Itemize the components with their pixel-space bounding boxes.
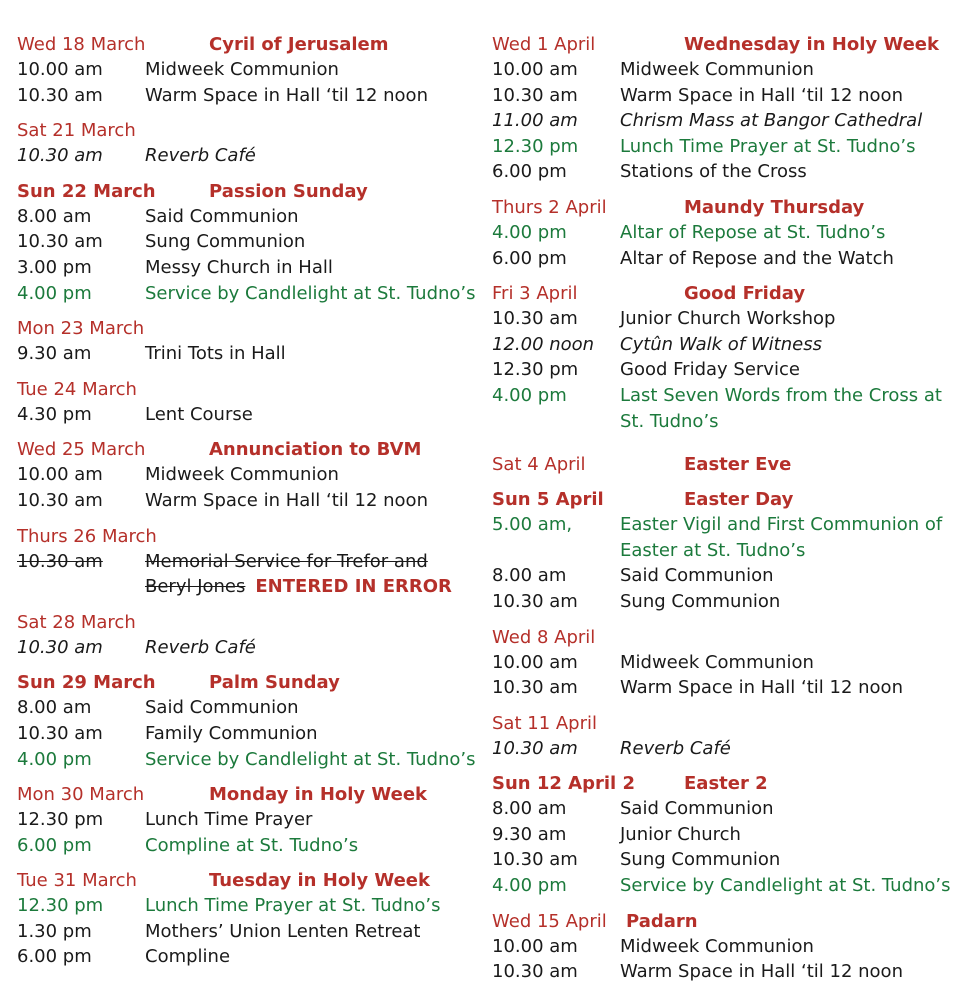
day-heading	[17, 868, 477, 893]
event-time: 10.30 am	[17, 231, 103, 253]
event-time: 10.30 am	[17, 489, 103, 511]
event-description: Warm Space in Hall ‘til 12 noon	[145, 84, 428, 106]
day-wed-25-march	[17, 437, 477, 513]
day-heading	[492, 625, 952, 650]
feast-title: Cyril of Jerusalem	[209, 34, 389, 55]
event-time: 12.00 noon	[492, 333, 595, 355]
event-row	[17, 341, 477, 367]
date-label: Sun 29 March	[17, 672, 156, 694]
feast-title: Tuesday in Holy Week	[209, 870, 430, 892]
day-wed-8-april	[492, 625, 952, 701]
date-label: Sat 4 April	[492, 454, 586, 476]
event-time: 10.00 am	[492, 935, 578, 957]
date-label: Wed 8 April	[492, 626, 596, 648]
event-time: 4.00 pm	[17, 282, 92, 304]
event-row	[492, 512, 952, 563]
event-row	[17, 57, 477, 83]
event-time: 6.00 pm	[17, 946, 92, 968]
event-row	[17, 255, 477, 281]
event-time: 8.00 am	[492, 565, 567, 587]
feast-title: Palm Sunday	[209, 672, 340, 694]
event-time: 6.00 pm	[17, 834, 92, 856]
event-description: Trini Tots in Hall	[145, 343, 286, 365]
date-label: Wed 18 March	[17, 34, 146, 55]
event-time: 4.00 pm	[492, 875, 567, 897]
day-heading	[492, 32, 952, 57]
event-description: Family Communion	[145, 722, 318, 744]
event-row	[17, 635, 477, 661]
day-sat-11-april	[492, 711, 952, 762]
day-heading	[492, 771, 952, 796]
event-description: Last Seven Words from the Cross at St. Tudno’s	[620, 384, 942, 432]
date-label: Mon 23 March	[17, 318, 145, 340]
date-label: Fri 3 April	[492, 283, 578, 305]
event-description: Midweek Communion	[620, 935, 814, 957]
event-row	[492, 563, 952, 589]
event-description: Midweek Communion	[620, 651, 814, 673]
date-label: Sun 5 April	[492, 489, 604, 511]
feast-title: Monday in Holy Week	[209, 784, 428, 806]
day-sun-12-april-2	[492, 771, 952, 898]
event-time: 1.30 pm	[17, 920, 92, 942]
event-row	[492, 934, 952, 960]
event-row	[17, 229, 477, 255]
date-label: Wed 15 April	[492, 910, 607, 932]
feast-title: Good Friday	[684, 283, 806, 305]
event-row	[17, 944, 477, 970]
event-description: Warm Space in Hall ‘til 12 noon	[620, 961, 903, 983]
event-row	[17, 488, 477, 514]
day-wed-18-march	[17, 32, 477, 108]
day-heading	[17, 437, 477, 462]
event-time: 8.00 am	[17, 205, 92, 227]
day-heading	[17, 118, 477, 143]
day-thurs-2-april	[492, 195, 952, 271]
feast-title: Maundy Thursday	[684, 196, 865, 218]
event-description: Said Communion	[620, 798, 774, 820]
feast-title: Passion Sunday	[209, 180, 368, 202]
date-label: Sat 11 April	[492, 712, 598, 734]
event-row	[17, 721, 477, 747]
day-sat-4-april	[492, 452, 952, 477]
event-time: 10.30 am	[17, 722, 103, 744]
day-heading	[492, 909, 952, 934]
event-description: Warm Space in Hall ‘til 12 noon	[145, 489, 428, 511]
event-time: 4.00 pm	[17, 748, 92, 770]
day-heading	[492, 195, 952, 220]
day-heading	[492, 487, 952, 512]
event-time: 12.30 pm	[492, 359, 579, 381]
event-description: Midweek Communion	[145, 59, 339, 80]
event-description: Midweek Communion	[620, 59, 814, 80]
event-time: 6.00 pm	[492, 161, 567, 183]
event-time: 10.30 am	[492, 737, 578, 759]
event-description: Chrism Mass at Bangor Cathedral	[620, 110, 923, 132]
event-description: Lent Course	[145, 403, 253, 425]
date-label: Sat 21 March	[17, 120, 136, 142]
event-description: Lunch Time Prayer	[145, 809, 313, 831]
event-row	[492, 332, 952, 358]
event-row	[17, 83, 477, 109]
date-label: Sat 28 March	[17, 611, 136, 633]
day-tue-31-march	[17, 868, 477, 970]
event-row	[492, 83, 952, 109]
date-label: Sun 12 April 2	[492, 773, 635, 795]
event-description: Sung Communion	[620, 849, 781, 871]
event-row	[17, 807, 477, 833]
event-description: Said Communion	[620, 565, 774, 587]
feast-title: Padarn	[626, 910, 698, 932]
day-sun-29-march	[17, 670, 477, 772]
day-sun-22-march	[17, 179, 477, 306]
event-time: 10.30 am	[492, 961, 578, 983]
event-row	[492, 220, 952, 246]
feast-title: Wednesday in Holy Week	[684, 34, 939, 55]
event-row	[17, 893, 477, 919]
event-row	[17, 833, 477, 859]
event-time: 10.30 am	[17, 145, 103, 167]
event-row	[492, 736, 952, 762]
event-row	[17, 204, 477, 230]
day-mon-23-march	[17, 316, 477, 367]
event-description: Midweek Communion	[145, 464, 339, 486]
day-heading	[17, 377, 477, 402]
day-thurs-26-march	[17, 524, 477, 600]
day-heading	[492, 711, 952, 736]
event-time: 6.00 pm	[492, 247, 567, 269]
event-description: Service by Candlelight at St. Tudno’s	[620, 875, 951, 897]
day-wed-1-april	[492, 32, 952, 185]
event-time: 10.30 am	[492, 308, 578, 330]
event-row	[492, 357, 952, 383]
event-row	[492, 822, 952, 848]
event-time: 10.00 am	[17, 464, 103, 486]
event-time: 9.30 am	[492, 823, 567, 845]
event-description: Junior Church	[620, 823, 741, 845]
event-time: 4.30 pm	[17, 403, 92, 425]
day-sun-5-april	[492, 487, 952, 614]
event-time: 10.30 am	[492, 84, 578, 106]
feast-title: Annunciation to BVM	[209, 439, 422, 461]
event-description: Lunch Time Prayer at St. Tudno’s	[620, 135, 916, 157]
event-description: Altar of Repose and the Watch	[620, 247, 894, 269]
event-time: 5.00 am,	[492, 514, 573, 536]
event-time: 12.30 pm	[17, 809, 104, 831]
right-column	[492, 32, 952, 995]
event-row	[492, 847, 952, 873]
event-time: 10.30 am	[17, 84, 103, 106]
event-time: 8.00 am	[17, 697, 92, 719]
event-description	[145, 549, 477, 600]
event-row	[492, 675, 952, 701]
day-heading	[492, 281, 952, 306]
event-row	[492, 796, 952, 822]
event-time: 10.30 am	[17, 636, 103, 658]
event-description: Compline at St. Tudno’s	[145, 834, 359, 856]
day-tue-24-march	[17, 377, 477, 428]
event-description: Service by Candlelight at St. Tudno’s	[145, 748, 476, 770]
event-description: Good Friday Service	[620, 359, 800, 381]
event-time: 10.30 am	[492, 677, 578, 699]
date-label: Tue 31 March	[17, 870, 137, 892]
event-row	[492, 589, 952, 615]
event-time: 10.30 am	[492, 590, 578, 612]
event-description: Warm Space in Hall ‘til 12 noon	[620, 84, 903, 106]
event-description: Said Communion	[145, 205, 299, 227]
event-row	[17, 143, 477, 169]
event-description: Messy Church in Hall	[145, 256, 333, 278]
event-description: Service by Candlelight at St. Tudno’s	[145, 282, 476, 304]
event-description: Mothers’ Union Lenten Retreat	[145, 920, 421, 942]
event-description: Sung Communion	[620, 590, 781, 612]
event-row	[17, 462, 477, 488]
event-time: 8.00 am	[492, 798, 567, 820]
day-heading	[17, 179, 477, 204]
event-row	[17, 919, 477, 945]
date-label: Sun 22 March	[17, 180, 156, 202]
cancelled-event-text: Memorial Service for Trefor and Beryl Jones	[145, 550, 428, 598]
event-time: 4.00 pm	[492, 384, 567, 406]
event-row	[492, 159, 952, 185]
day-fri-3-april	[492, 281, 952, 434]
event-time: 12.30 pm	[17, 895, 104, 917]
event-description: Stations of the Cross	[620, 161, 807, 183]
event-row	[492, 383, 952, 434]
event-row	[17, 402, 477, 428]
event-description: Reverb Café	[145, 145, 256, 167]
error-note: ENTERED IN ERROR	[255, 576, 452, 598]
event-row	[17, 549, 477, 600]
event-time: 12.30 pm	[492, 135, 579, 157]
event-row	[17, 281, 477, 307]
event-row	[492, 108, 952, 134]
event-time: 10.30 am	[17, 550, 103, 572]
event-description: Easter Vigil and First Communion of Easter at St. Tudno’s	[620, 514, 943, 561]
event-row	[492, 650, 952, 676]
event-description: Warm Space in Hall ‘til 12 noon	[620, 677, 903, 699]
event-row	[492, 246, 952, 272]
date-label: Wed 25 March	[17, 439, 146, 461]
event-description: Lunch Time Prayer at St. Tudno’s	[145, 895, 441, 917]
day-heading	[492, 452, 952, 477]
event-time: 10.00 am	[492, 651, 578, 673]
event-row	[492, 306, 952, 332]
day-wed-15-april	[492, 909, 952, 985]
date-label: Wed 1 April	[492, 34, 596, 55]
day-heading	[17, 524, 477, 549]
event-description: Altar of Repose at St. Tudno’s	[620, 221, 886, 243]
event-time: 11.00 am	[492, 110, 578, 132]
event-description: Said Communion	[145, 697, 299, 719]
event-description: Reverb Café	[145, 636, 256, 658]
feast-title: Easter 2	[684, 773, 768, 795]
date-label: Mon 30 March	[17, 784, 145, 806]
event-row	[492, 57, 952, 83]
event-time: 10.00 am	[17, 59, 103, 80]
left-column	[17, 32, 477, 980]
event-description: Cytûn Walk of Witness	[620, 333, 822, 355]
date-label: Tue 24 March	[17, 378, 137, 400]
date-label: Thurs 26 March	[17, 525, 157, 547]
event-row	[17, 695, 477, 721]
day-heading	[17, 610, 477, 635]
day-sat-21-march	[17, 118, 477, 169]
day-heading	[17, 670, 477, 695]
day-heading	[17, 782, 477, 807]
event-row	[492, 873, 952, 899]
event-description: Reverb Café	[620, 737, 731, 759]
event-time: 10.30 am	[492, 849, 578, 871]
day-sat-28-march	[17, 610, 477, 661]
feast-title: Easter Eve	[684, 454, 792, 476]
event-row	[492, 959, 952, 985]
event-description: Sung Communion	[145, 231, 306, 253]
event-time: 9.30 am	[17, 343, 92, 365]
day-heading	[17, 32, 477, 57]
day-mon-30-march	[17, 782, 477, 858]
event-time: 4.00 pm	[492, 221, 567, 243]
event-time: 3.00 pm	[17, 256, 92, 278]
event-time: 10.00 am	[492, 59, 578, 80]
date-label: Thurs 2 April	[492, 196, 607, 218]
event-description: Compline	[145, 946, 231, 968]
event-row	[492, 134, 952, 160]
event-description: Junior Church Workshop	[620, 308, 836, 330]
feast-title: Easter Day	[684, 489, 794, 511]
event-row	[17, 747, 477, 773]
day-heading	[17, 316, 477, 341]
